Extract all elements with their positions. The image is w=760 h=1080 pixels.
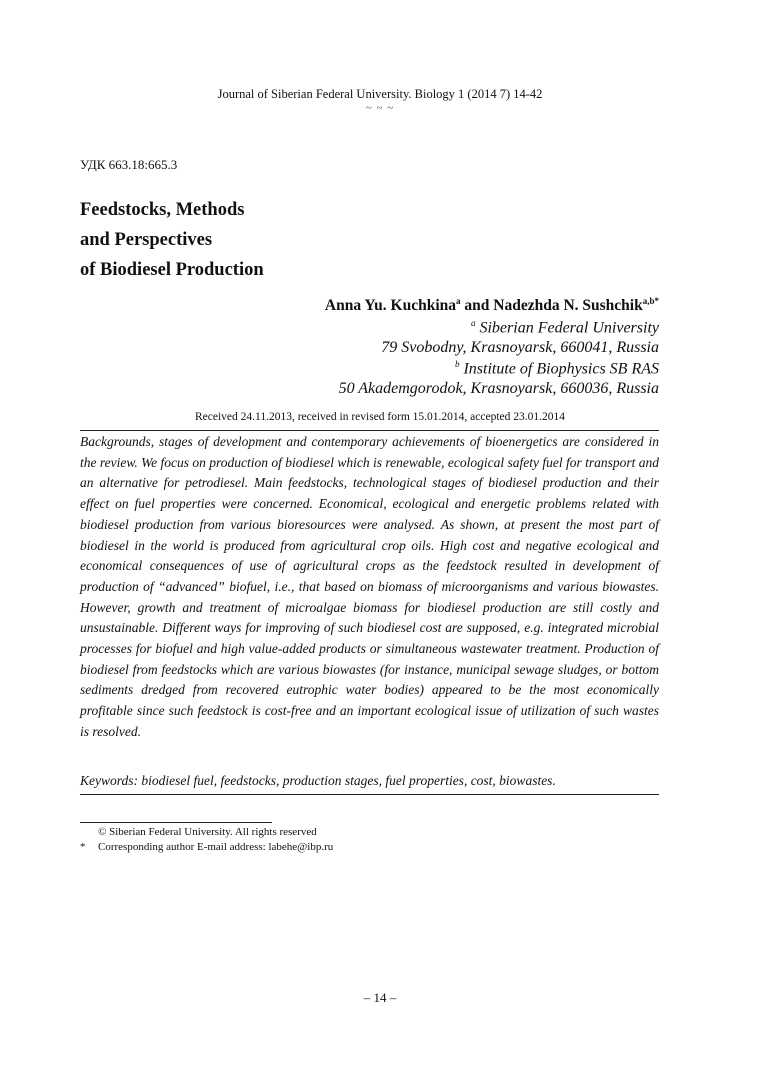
abstract-text: Backgrounds, stages of development and contemporary achievements of bioenergetics are considered in the review. We focus on production of biodiesel which is renewable, ecological safety fuel for transport and an alternative for petrodiesel. Main feedstocks, technological stages of biodiesel production and their effect on fuel properties were concerned. Economical, ecological and energetic problems related with biodiesel production from various bioresources were analysed. As shown, at present the most part of biodiesel in the world is produced from agricultural crop oils. High cost and negative ecological and economical consequences of use of agricultural crops as the feedstock resulted in development of production of “advanced” biofuel, i.e., that based on biomass of microorganisms and various biowastes. However, growth and treatment of microalgae biomass for biodiesel production are still costly and unsustainable. Different ways for improving of such biodiesel cost are supposed, e.g. integrated microbial processes for biofuel and high value-added products or simultaneous wastewater treatment. Production of biodiesel from feedstocks which are various biowastes (for instance, municipal sewage sludges, or bottom sediments dredged from recovered eutrophic water bodies) appeared to be the most economically profitable since such feedstock is cost-free and an important ecological issue of utilization of such wastes is resolved.	[80, 434, 659, 739]
udk-code: УДК 663.18:665.3	[80, 157, 178, 172]
title-line-3: of Biodiesel Production	[80, 260, 264, 280]
header-separator: ~ ~ ~	[365, 102, 395, 114]
affiliation-b-mark: b	[454, 359, 460, 369]
affiliation-b-text: Institute of Biophysics SB RAS	[459, 360, 659, 378]
affiliation-a-address: 79 Svobodny, Krasnoyarsk, 660041, Russia	[381, 339, 659, 356]
author-2-affil-mark: a,b*	[642, 296, 659, 306]
corresponding-email: Corresponding author E-mail address: labehe@ibp.ru	[98, 841, 334, 853]
received-dates: Received 24.11.2013, received in revised form 15.01.2014, accepted 23.01.2014	[194, 411, 566, 423]
author-2: Nadezhda N. Sushchik	[493, 297, 643, 315]
authors-line	[325, 296, 659, 315]
affiliation-b-address: 50 Akademgorodok, Krasnoyarsk, 660036, Russia	[338, 380, 659, 397]
affiliation-a-name	[471, 318, 659, 337]
copyright-text: © Siberian Federal University. All rights reserved	[98, 826, 317, 838]
footnote-rule	[80, 822, 272, 823]
author-1-affil-mark: a	[456, 296, 461, 306]
author-1: Anna Yu. Kuchkina	[324, 297, 457, 315]
journal-header: Journal of Siberian Federal University. Biology 1 (2014 7) 14-42	[217, 87, 543, 101]
abstract-bottom-rule	[80, 794, 659, 795]
affiliation-a-text: Siberian Federal University	[475, 319, 659, 337]
footnote-corresponding	[80, 841, 333, 853]
footnote-copyright	[80, 826, 317, 838]
keywords: Keywords: biodiesel fuel, feedstocks, production stages, fuel properties, cost, biowastes.	[80, 773, 556, 788]
title-line-1: Feedstocks, Methods	[80, 200, 245, 220]
corresponding-mark: *	[80, 841, 86, 853]
author-conjunction: and	[460, 297, 494, 315]
article-title	[80, 195, 264, 285]
page-number: – 14 –	[363, 990, 397, 1005]
affiliation-a-mark: a	[470, 318, 476, 328]
abstract-top-rule	[80, 430, 659, 431]
title-line-2: and Perspectives	[80, 230, 213, 250]
affiliation-b-name	[455, 359, 659, 378]
